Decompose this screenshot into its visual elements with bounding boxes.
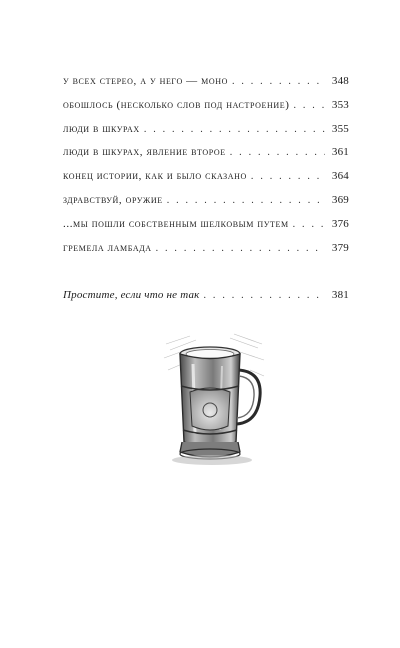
dot-leader	[230, 147, 325, 158]
dot-leader	[204, 290, 325, 301]
toc-entry-page: 361	[331, 146, 349, 159]
toc-entry-page: 364	[331, 170, 349, 183]
toc-entry[interactable]	[63, 123, 349, 147]
toc-entry[interactable]	[63, 194, 349, 218]
toc-entry-title: здравствуй, оружие	[63, 193, 163, 206]
toc-entry[interactable]	[63, 146, 349, 170]
toc-entry-title: люди в шкурах	[63, 122, 140, 135]
toc-entry-title: ...мы пошли собственным шелковым путем	[63, 217, 289, 230]
toc-entry-title: конец истории, как и было сказано	[63, 170, 247, 183]
toc-entry-page: 376	[331, 217, 349, 230]
glass-holder-illustration	[160, 330, 268, 470]
dot-leader	[144, 124, 325, 135]
glass-holder-icon	[160, 330, 268, 470]
toc-entry-page: 355	[331, 122, 349, 135]
toc-entry-page: 348	[331, 75, 349, 87]
toc-entry[interactable]	[63, 75, 349, 99]
toc-entry[interactable]	[63, 170, 349, 194]
toc-entry-title: гремела ламбада	[63, 241, 152, 254]
table-of-contents	[63, 75, 349, 313]
dot-leader	[251, 171, 325, 182]
dot-leader	[156, 243, 325, 254]
toc-entry-title: у всех стерео, а у него — моно	[63, 75, 228, 87]
toc-entry-page: 353	[331, 98, 349, 111]
toc-afterword-entry[interactable]	[63, 289, 349, 313]
toc-entry[interactable]	[63, 242, 349, 266]
dot-leader	[294, 100, 326, 111]
toc-entry[interactable]	[63, 218, 349, 242]
toc-entry[interactable]	[63, 99, 349, 123]
toc-entry-page: 379	[331, 241, 349, 254]
toc-entry-page: 369	[331, 193, 349, 206]
toc-entry-title: обошлось (несколько слов под настроение)	[63, 98, 290, 111]
toc-entry-page: 381	[331, 289, 349, 302]
toc-entry-title: Простите, если что не так	[63, 289, 200, 302]
dot-leader	[293, 219, 325, 230]
dot-leader	[167, 195, 325, 206]
dot-leader	[232, 76, 325, 87]
toc-entry-title: люди в шкурах, явление второе	[63, 146, 226, 159]
